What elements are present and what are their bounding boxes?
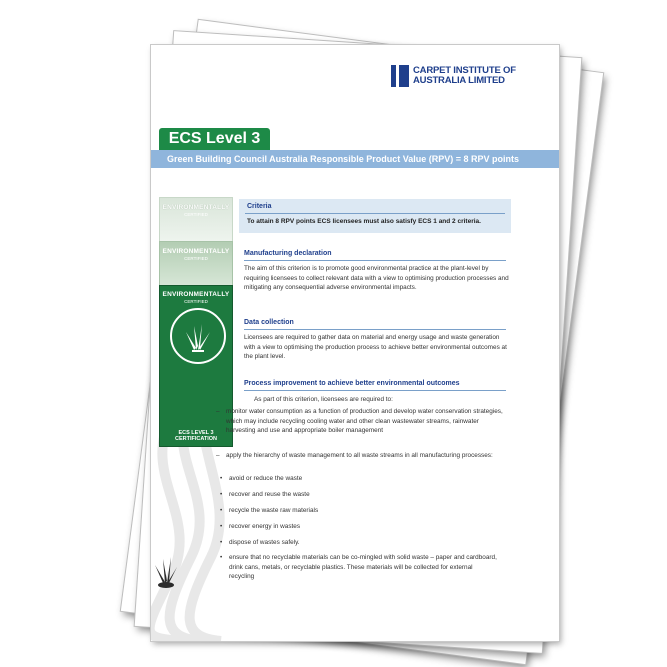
list-item: • ensure that no recyclable materials can be co-mingled with solid waste – paper and cardboard, drink cans, metals, or recyclable plastics. These materials will be collected for external recycling	[220, 554, 497, 581]
manufacturing-text: The aim of this criterion is to promote good environmental practice at the plant-level by requiring licensees to collect relevant data with a view to optimising production processes and mitigating any consequential adverse environmental impacts.	[244, 265, 509, 292]
front-page	[151, 45, 559, 641]
process-intro: As part of this criterion, licensees are required to:	[254, 396, 393, 403]
badge-main	[159, 285, 233, 447]
badge-bottom-text: ECS LEVEL 3 CERTIFICATION	[174, 430, 218, 442]
list-item: – monitor water consumption as a function of production and develop water conservation strategies, which may include recycling cooling water and other clean wastewater streams, rainwater harvesting and use and appropriate boiler management	[216, 408, 503, 435]
badge-sub: CERTIFIED	[184, 299, 208, 304]
criteria-box	[239, 199, 511, 233]
badge-sub: CERTIFIED	[184, 256, 208, 261]
badge-faded-1	[159, 197, 233, 242]
manufacturing-rule	[244, 260, 506, 261]
badge-title: ENVIRONMENTALLY	[162, 248, 230, 255]
certification-badges	[159, 197, 231, 445]
list-item: • avoid or reduce the waste	[220, 475, 303, 482]
rpv-band-text: Green Building Council Australia Responsible Product Value (RPV) = 8 RPV points	[167, 154, 519, 164]
logo-line-2: AUSTRALIA LIMITED	[413, 75, 505, 86]
criteria-title: Criteria	[247, 203, 272, 210]
grass-emblem-icon	[153, 553, 179, 589]
rpv-band	[151, 150, 559, 168]
badge-title: ENVIRONMENTALLY	[162, 204, 230, 211]
list-item: • dispose of wastes safely.	[220, 539, 300, 546]
list-item: • recover energy in wastes	[220, 523, 301, 530]
grass-tuft-icon	[172, 310, 224, 362]
data-collection-title: Data collection	[244, 319, 294, 326]
logo-line-1: CARPET INSTITUTE OF	[413, 65, 516, 76]
list-item: • recycle the waste raw materials	[220, 507, 319, 514]
criteria-text: To attain 8 RPV points ECS licensees must also satisfy ECS 1 and 2 criteria.	[247, 218, 481, 225]
logo-mark-icon	[391, 65, 409, 87]
carpet-institute-logo	[391, 65, 531, 91]
data-collection-text: Licensees are required to gather data on material and energy usage and waste generation with a view to optimising the production process to achieve better environmental outcomes at the plant level.	[244, 334, 507, 361]
list-item: • recover and reuse the waste	[220, 491, 310, 498]
data-collection-rule	[244, 329, 506, 330]
badge-seal-icon	[170, 308, 226, 364]
badge-faded-2	[159, 241, 233, 286]
manufacturing-title: Manufacturing declaration	[244, 250, 332, 257]
badge-sub: CERTIFIED	[184, 212, 208, 217]
process-rule	[244, 390, 506, 391]
criteria-rule	[245, 213, 505, 214]
list-item: – apply the hierarchy of waste management to all waste streams in all manufacturing processes:	[216, 452, 493, 459]
badge-title: ENVIRONMENTALLY	[162, 291, 230, 298]
ecs-level-tab: ECS Level 3	[159, 128, 270, 150]
process-title: Process improvement to achieve better environmental outcomes	[244, 380, 460, 387]
